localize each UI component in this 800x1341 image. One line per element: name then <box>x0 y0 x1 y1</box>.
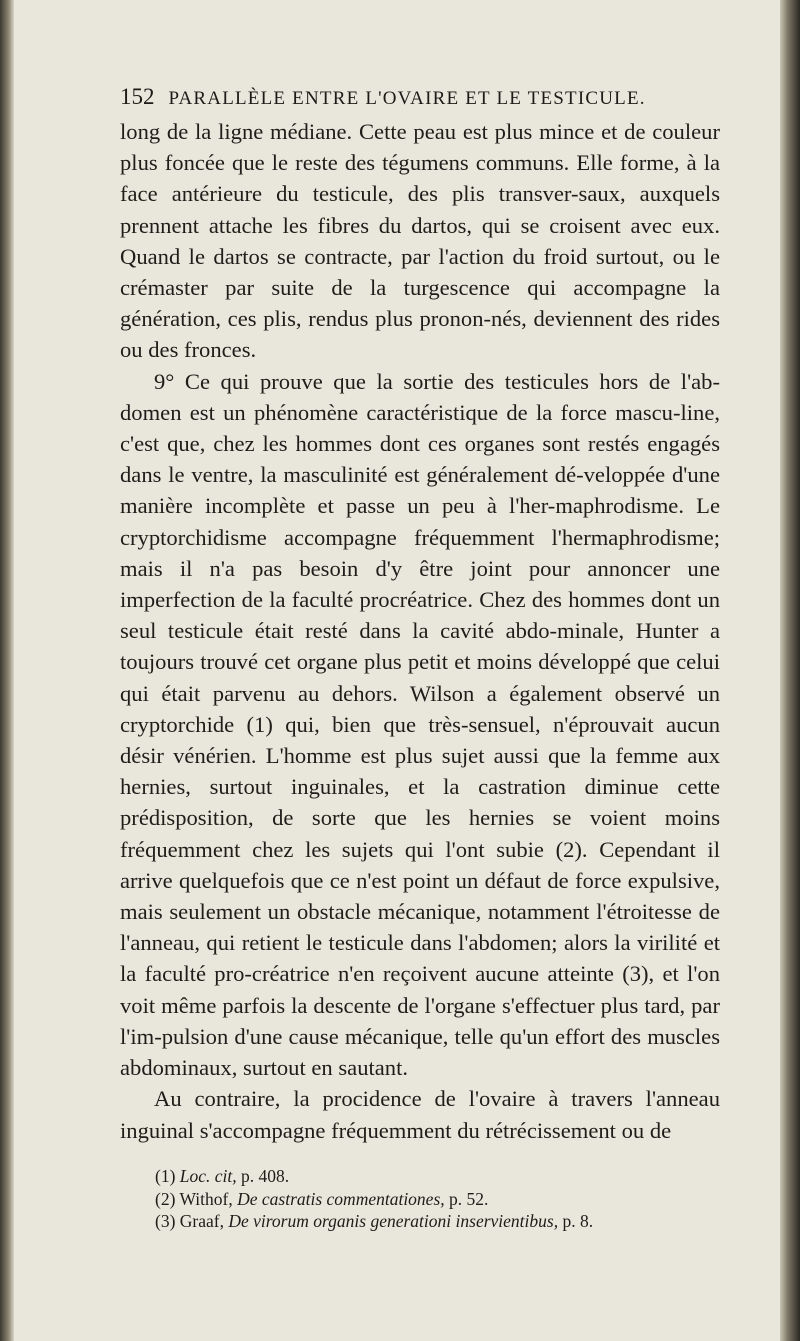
footnotes <box>155 1165 725 1233</box>
running-header <box>120 84 720 110</box>
page-right-edge <box>780 0 800 1341</box>
footnote-1: (1) Loc. cit, p. 408. <box>155 1166 290 1186</box>
paragraph-9: 9° Ce qui prouve que la sortie des testicules hors de l'ab-domen est un phénomène caractéristique de la force mascu-line, c'est que, chez les hommes dont ces organes sont restés engagés dans le ventre, la masculinité est généralement dé-veloppée d'une manière incomplète et passe un peu à l'her-maphrodisme. Le cryptorchidisme accompagne fréquemment l'hermaphrodisme; mais il n'a pas besoin d'y être joint pour annoncer une imperfection de la faculté procréatrice. Chez des hommes dont un seul testicule était resté dans la cavité abdo-minale, Hunter a toujours trouvé cet organe plus petit et moins développé que celui qui était parvenu au dehors. Wilson a également observé un cryptorchide (1) qui, bien que très-sensuel, n'éprouvait aucun désir vénérien. L'homme est plus sujet aussi que la femme aux hernies, surtout inguinales, et la castration diminue cette prédisposition, de sorte que les hernies se voient moins fréquemment chez les sujets qui l'ont subie (2). Cependant il arrive quelquefois que ce n'est point un défaut de force expulsive, mais seulement un obstacle mécanique, notamment l'étroitesse de l'anneau, qui retient le testicule dans l'abdomen; alors la virilité et la faculté pro-créatrice n'en reçoivent aucune atteinte (3), et l'on voit même parfois la descente de l'organe s'effectuer plus tard, par l'im-pulsion d'une cause mécanique, telle qu'un effort des muscles abdominaux, surtout en sautant. <box>120 368 720 1081</box>
paragraph-continued: long de la ligne médiane. Cette peau est plus mince et de couleur plus foncée que le reste des tégumens communs. Elle forme, à la face antérieure du testicule, des plis transver-saux, auxquels prennent attache les fibres du dartos, qui se croisent avec eux. Quand le dartos se contracte, par l'action du froid surtout, ou le crémaster par suite de la turgescence qui accompagne la génération, ces plis, rendus plus pronon-nés, deviennent des rides ou des fronces. <box>120 119 720 363</box>
page-binding-edge <box>0 0 14 1341</box>
running-title: PARALLÈLE ENTRE L'OVAIRE ET LE TESTICULE. <box>168 88 646 109</box>
footnote-2: (2) Withof, De castratis commentationes, p. 52. <box>155 1188 489 1209</box>
page-number: 152 <box>120 84 155 109</box>
footnote-3: (3) Graaf, De virorum organis generationi inservientibus, p. 8. <box>155 1211 594 1231</box>
paragraph-ovary: Au contraire, la procidence de l'ovaire à travers l'anneau inguinal s'accompagne fréquemment du rétrécissement ou de <box>120 1086 720 1143</box>
main-text <box>120 116 720 1146</box>
